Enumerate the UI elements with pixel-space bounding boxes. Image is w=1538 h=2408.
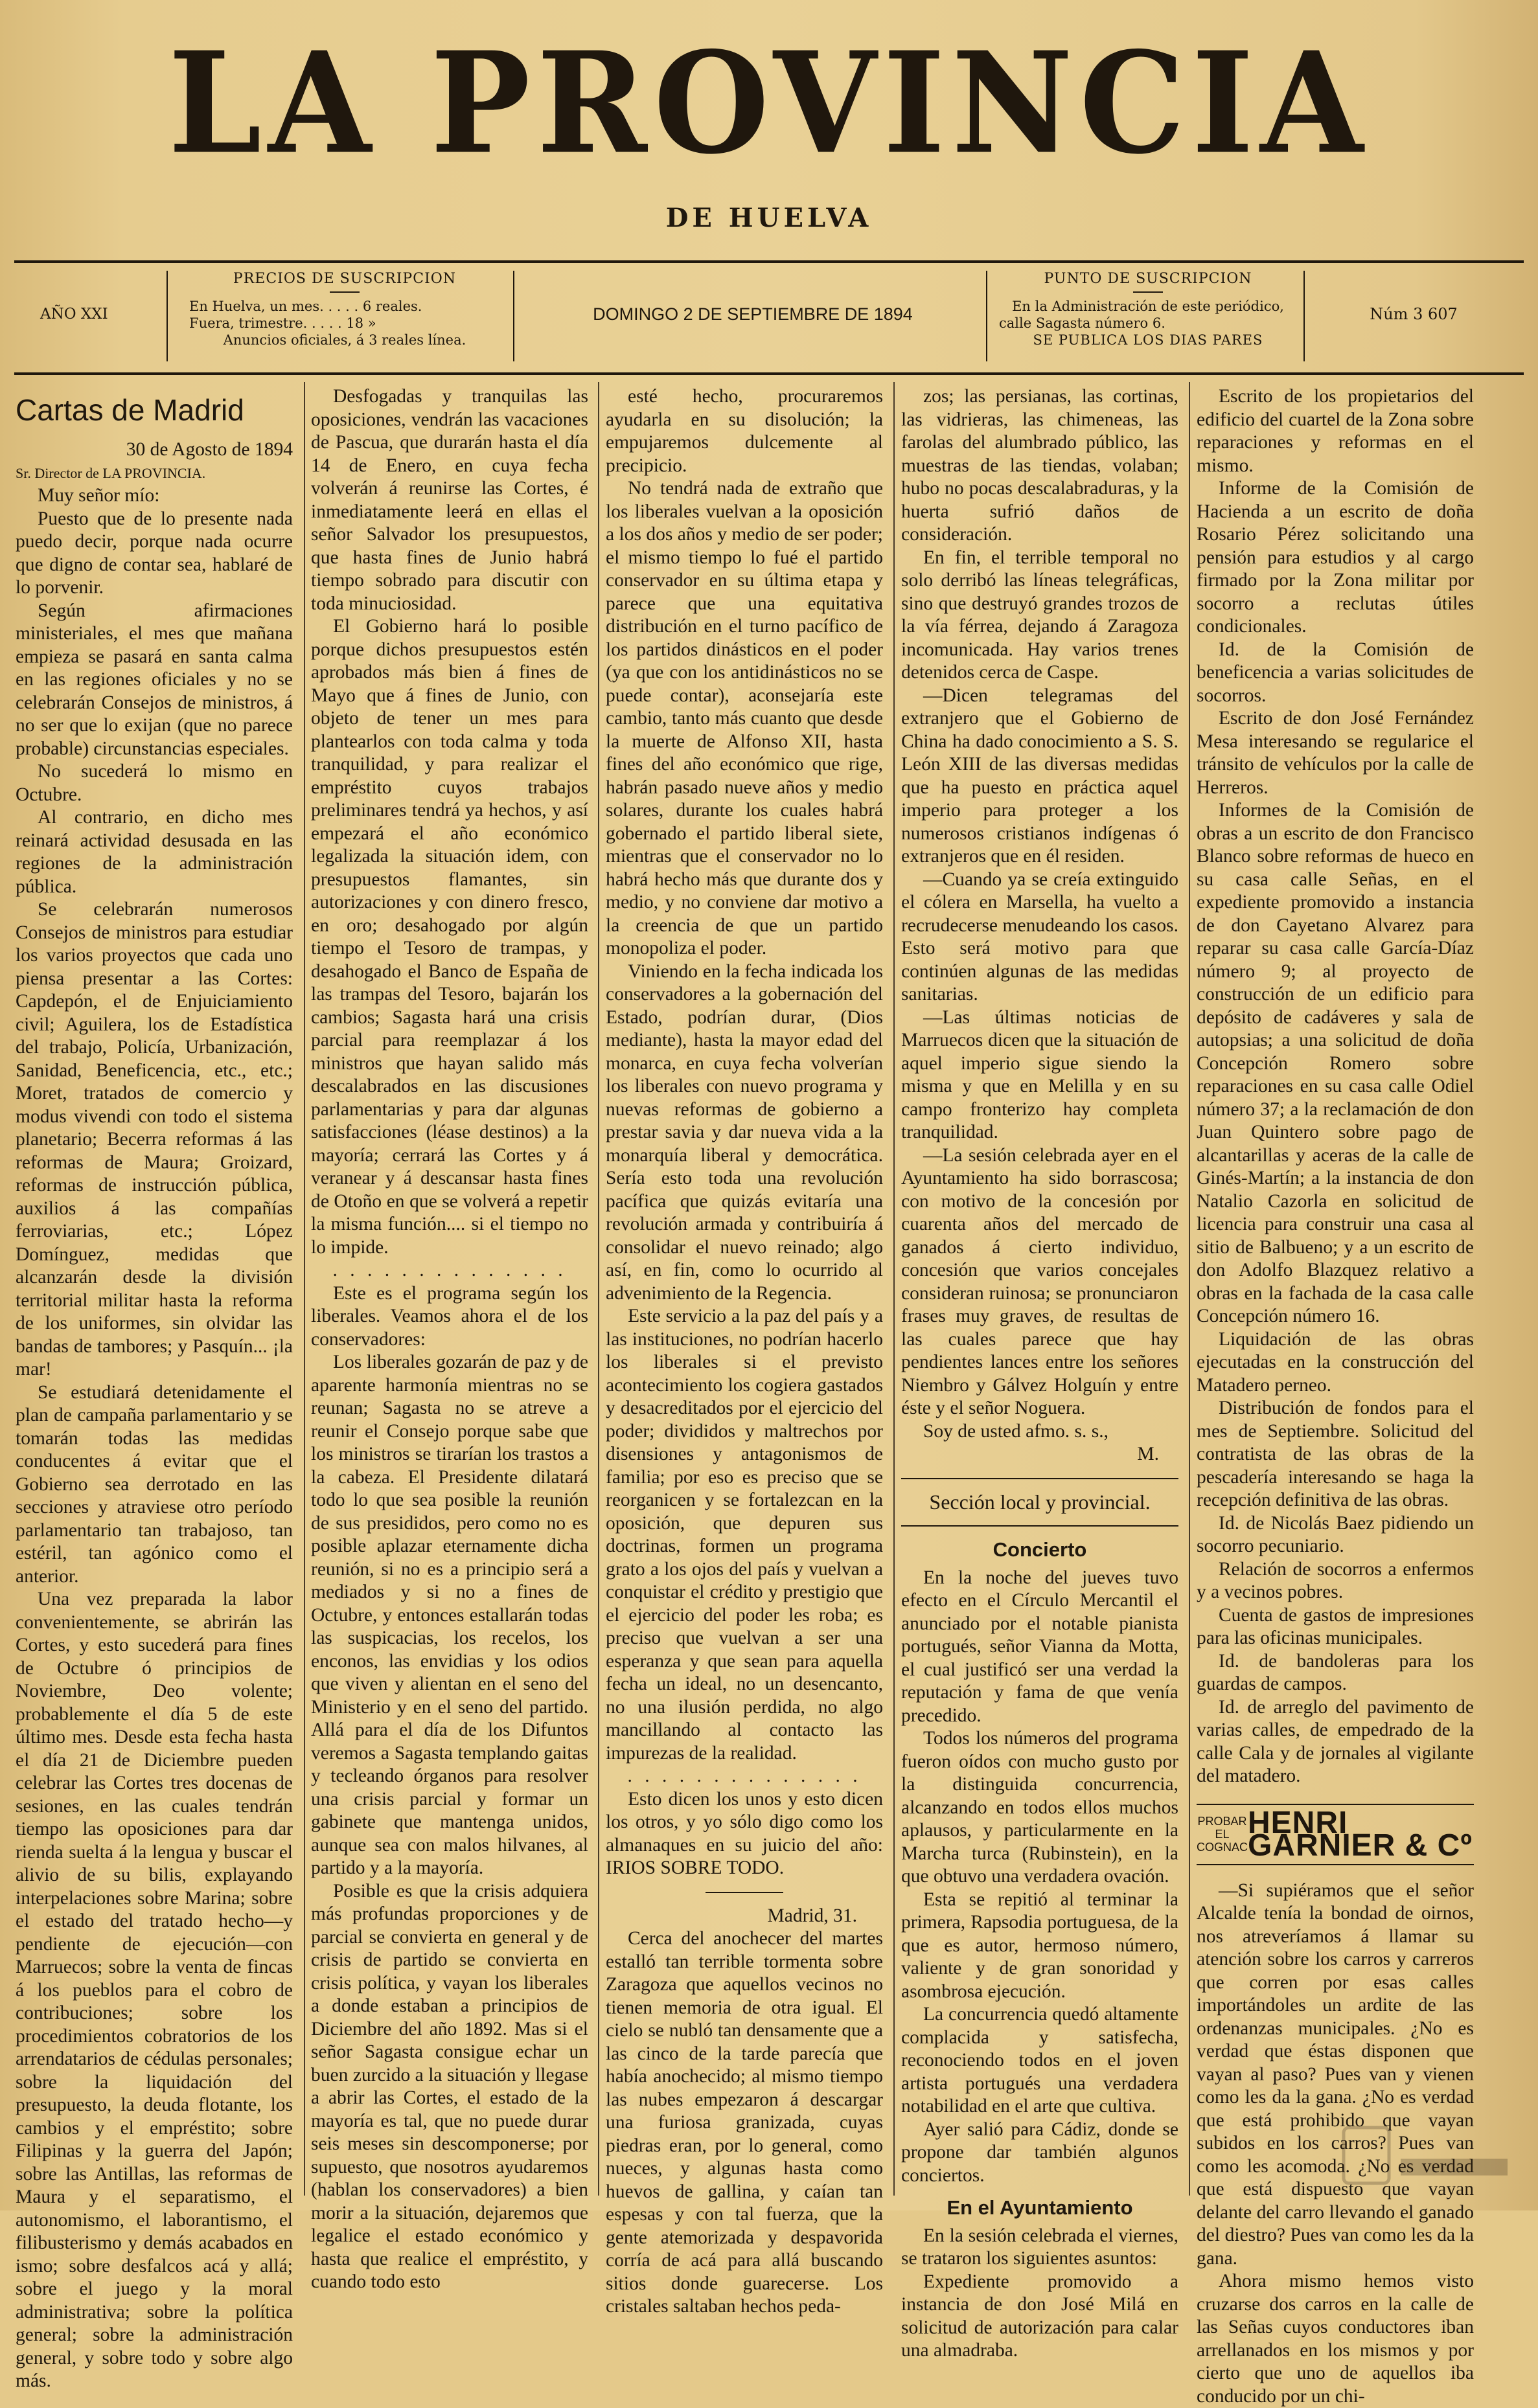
paragraph: Informes de la Comisión de obras a un escrito de don Francisco Blanco sobre reformas de hueco en su casa calle Señas, en el expediente promovido a instancia de don Cayetano Alvarez para reparar su casa calle García-Díaz número 9; al proyecto de construcción de un edificio para depósito de cadáveres y sala de autopsias; a una solicitud de doña Concepción Romero sobre reparaciones en su casa calle Odiel número 37; a la reclamación de don Juan Quintero sobre pago de alcantarillas y aceras de la calle de Ginés-Martín; a la instancia de don Natalio Cazorla en solicitud de licencia para construir una casa al sitio de Balbueno; y a un escrito de don Adolfo Blazquez relativo a obras en la fachada de la casa calle Concepción número 16.	[1197, 800, 1474, 1326]
prices-box	[189, 266, 500, 369]
paragraph: Informe de la Comisión de Hacienda a un escrito de doña Rosario Pérez solicitando una pensión para estudios y al cargo firmado por la Zona militar por socorro a reclutas útiles condicionales.	[1197, 478, 1474, 637]
top-rule	[14, 260, 1524, 263]
paragraph: Id. de arreglo del pavimento de varias calles, de empedrado de la calle Cala y de jornales al vigilante del matadero.	[1197, 1696, 1474, 1786]
article-dateline: 30 de Agosto de 1894	[126, 439, 293, 460]
paragraph: Liquidación de las obras ejecutadas en la construcción del Matadero perneo.	[1197, 1328, 1474, 1396]
paragraph: Cuenta de gastos de impresiones para las oficinas municipales.	[1197, 1604, 1474, 1648]
paragraph: Este es el programa según los liberales. Veamos ahora el de los conservadores:	[311, 1282, 588, 1350]
paragraph: Ayer salió para Cádiz, donde se propone dar también algunos conciertos.	[901, 2118, 1178, 2186]
subs-line-2: calle Sagasta número 6.	[999, 315, 1165, 331]
paragraph: —La sesión celebrada ayer en el Ayuntamiento ha sido borrascosa; con motivo de la concesión por cuarenta años del mercado de ganados á cierto individuo, concesión que varios concejales consideran ruinosa; se pronunciaron frases muy graves, de resultas de las cuales parece que hay pendientes lances entre los señores Niembro y Gálvez Holguín y entre éste y el señor Noguera.	[901, 1144, 1178, 1418]
paragraph: La concurrencia quedó altamente complacida y satisfecha, reconociendo todos en el joven artista portugués una verdadera notabilidad en el arte que cultiva.	[901, 2004, 1178, 2117]
paragraph: No sucederá lo mismo en Octubre.	[16, 761, 293, 805]
paragraph: Al contrario, en dicho mes reinará actividad desusada en las regiones de la administración pública.	[16, 807, 293, 897]
paragraph: Soy de usted afmo. s. s.,	[923, 1420, 1108, 1442]
prices-line-3: Anuncios oficiales, á 3 reales línea.	[223, 332, 466, 348]
prices-dash	[330, 291, 360, 293]
paragraph: zos; las persianas, las cortinas, las vidrieras, las chimeneas, las farolas del alumbrado público, las muestras de las tiendas, volaban; hubo no pocas descalabraduras, y la huerta sufrió daños de consideración.	[901, 386, 1178, 545]
paragraph: Escrito de don José Fernández Mesa interesando se regularice el tránsito de vehículos por la calle de Herreros.	[1197, 708, 1474, 798]
column-2	[311, 385, 588, 2292]
paragraph: Relación de socorros a enfermos y a vecinos pobres.	[1197, 1558, 1474, 1602]
issue-number: Núm 3 607	[1370, 305, 1458, 323]
band-divider	[513, 271, 514, 361]
paragraph: Todos los números del programa fueron oídos con mucho gusto por la distinguida concurrencia, alcanzando en todos ellos muchos aplausos, y particularmente en la Marcha turca (Rubinstein), en la que obtuvo una verdadera ovación.	[901, 1728, 1178, 1887]
paragraph: —Cuando ya se creía extinguido el cólera en Marsella, ha vuelto a recrudecerse menudeando los casos. Esto será motivo para que continúen algunas de las medidas sanitarias.	[901, 869, 1178, 1005]
article-salutation: Sr. Director de LA PROVINCIA.	[16, 464, 206, 481]
paragraph: Los liberales gozarán de paz y de aparente harmonía mientras no se reunan; Sagasta no se atreve a reunir el Consejo porque sabe que los ministros se tirarían los trastos a la cabeza. El Presidente dilatará todo lo que sea posible la reunión de sus presididos, pero como no es posible aplazar eternamente dicha reunión, si no es a principio será a mediados y si no a fines de Octubre, y entonces estallarán todas las suspicacias, los recelos, los enconos, las envidias y los odios que viven y alientan en el seno del Ministerio y en el seno del partido. Allá para el día de los Difuntos veremos a Sagasta templando gaitas y tecleando órganos para resolver una crisis parcial y formar un gabinete que mantenga unidos, aunque sea con malos hilvanes, al partido y a la mayoría.	[311, 1352, 588, 1878]
subscription-box	[999, 266, 1297, 369]
paragraph: esté hecho, procuraremos ayudarla en su disolución; la empujaremos dulcemente al precipicio.	[606, 386, 883, 476]
subheading-ayuntamiento: En el Ayuntamiento	[947, 2196, 1133, 2219]
paragraph: Ahora mismo hemos visto cruzarse dos carros en la calle de las Señas cuyos conductores iban arrellanados en los mismos y por cierto que uno de aquellos iba conducido por un chi-	[1197, 2271, 1474, 2407]
band-divider	[166, 271, 168, 361]
article-greeting: Muy señor mío:	[38, 485, 160, 506]
paragraph: Esta se repitió al terminar la primera, Rapsodia portuguesa, de la que es autor, hermoso número, valiente y de gran sonoridad y asombrosa ejecución.	[901, 1889, 1178, 2002]
article-heading: Cartas de Madrid	[16, 393, 244, 427]
paragraph: Una vez preparada la labor convenientemente, se abrirán las Cortes, y esto sucederá para fines de Octubre ó principios de Noviembre, Deo volente; probablemente el día 5 de este último mes. Desde esta fecha hasta el día 21 de Diciembre pueden celebrar las Cortes tres docenas de sesiones, en las cuales tendrán tiempo las oposiciones para dar rienda suelta á la lengua y buscar el alivio de su bilis, explayando interpelaciones sobre Marina; sobre el estado del tratado hecho—y pendiente de ejecución—con Marruecos; sobre la venta de fincas á los pueblos para el cobro de contribuciones; sobre los procedimientos cobratorios de los arrendatarios de cédulas personales; sobre la liquidación del presupuesto, la deuda flotante, los cambios y el empréstito; sobre Filipinas y la guerra del Japón; sobre las Antillas, las reformas de Maura y el separatismo, el autonomismo, el laborantismo, el filibusterismo y demás acabados en ismo; sobre desfalcos acá y allá; sobre el juego y la moral administrativa; sobre la política general; sobre la administración general, y sobre todo y sobre algo más.	[16, 1589, 293, 2391]
ad-small-text: PROBAR EL COGNAC	[1197, 1815, 1248, 1854]
section-rule	[901, 1478, 1178, 1479]
short-rule	[706, 1892, 783, 1893]
column-1	[16, 385, 293, 2391]
paragraph: —Las últimas noticias de Marruecos dicen que la situación de aquel imperio sigue siendo la misma y que en Melilla y en su campo fronterizo hay completa tranquilidad.	[901, 1006, 1178, 1142]
news-dateline: Madrid, 31.	[767, 1905, 857, 1926]
prices-line-1: En Huelva, un mes. . . . . 6 reales.	[189, 299, 422, 314]
year-label: AÑO XXI	[40, 306, 108, 323]
paragraph: El Gobierno hará lo posible porque dichos presupuestos estén aprobados más bien á fines de Mayo que á fines de Junio, con objeto de tener un mes para plantearlos con toda calma y toda tranquilidad, y para realizar el empréstito cuyos trabajos preliminares tendrá ya hechos, y así empezará el año económico legalizada la situación idem, con presupuestos flamantes, sin autorizaciones y con dinero fresco, en oro; desahogado por algún tiempo el Tesoro de trampas, y desahogado el Banco de España de las trampas del Tesoro, bajarán los cambios; Sagasta hará una crisis parcial para reemplazar á los ministros que hayan salido más descalabrados en las discusiones parlamentarias y para dar algunas satisfacciones (léase destinos) a la mayoría; cerrará las Cortes y á veranear y á descansar hasta fines de Otoño en que se volverá a repetir la misma función.... si el tiempo no lo impide.	[311, 616, 588, 1258]
subs-title: PUNTO DE SUSCRIPCION	[1044, 271, 1252, 287]
column-5	[1197, 385, 1474, 2407]
band-divider	[1303, 271, 1305, 361]
column-rule	[1189, 382, 1190, 2196]
band-divider	[986, 271, 987, 361]
paragraph: Puesto que de lo presente nada puedo decir, porque nada ocurre que digno de contar sea, hablaré de lo porvenir.	[16, 508, 293, 598]
paragraph: En la noche del jueves tuvo efecto en el Círculo Mercantil el anunciado por el notable pianista portugués, señor Vianna da Motta, el cual justificó ser una verdad la reputación y fama de que venía precedido.	[901, 1567, 1178, 1726]
column-rule	[598, 382, 599, 2196]
masthead-subtitle: DE HUELVA	[665, 203, 873, 233]
paragraph: Se estudiará detenidamente el plan de campaña parlamentario y se tomarán todas las medidas conducentes á evitar que el Gobierno sea derrotado en las secciones y atraviese otro período parlamentario tan trabajoso, tan estéril, tan agónico como el anterior.	[16, 1381, 293, 1587]
issue-date: DOMINGO 2 DE SEPTIEMBRE DE 1894	[593, 304, 913, 324]
ad-brand: HENRI GARNIER & Cº	[1248, 1805, 1473, 1863]
prices-title: PRECIOS DE SUSCRIPCION	[233, 271, 457, 287]
paragraph: En la sesión celebrada el viernes, se trataron los siguientes asuntos:	[901, 2225, 1178, 2269]
letter-signature: M.	[1137, 1444, 1159, 1464]
subs-line-1: En la Administración de este periódico,	[1012, 299, 1284, 314]
column-4	[901, 385, 1178, 2361]
column-rule	[893, 382, 895, 2196]
paragraph: Distribución de fondos para el mes de Septiembre. Solicitud del contratista de las obras de la pescadería interesando se haga la recepción definitiva de las obras.	[1197, 1398, 1474, 1510]
paragraph: Cerca del anochecer del martes estalló tan terrible tormenta sobre Zaragoza que aquellos vecinos no tienen memoria de otra igual. El cielo se nubló tan densamente que a las cinco de la tarde parecía que había anochecido; al mismo tiempo las nubes empezaron á descargar una furiosa granizada, cuyas piedras eran, por lo general, como nueces, y algunas hasta como huevos de gallina, y caían tan espesas y con tal fuerza, que la gente atemorizada y despavorida corría de acá para allá buscando sitios donde guarecerse. Los cristales saltaban hechos peda-	[606, 1928, 883, 2317]
paragraph: Esto dicen los unos y esto dicen los otros, y yo sólo digo como los almanaques en su juicio del año: IRIOS SOBRE TODO.	[606, 1788, 883, 1878]
paragraph: —Dicen telegramas del extranjero que el Gobierno de China ha dado conocimiento a S. S. León XIII de las diversas medidas que ha puesto en práctica aquel imperio para proteger a los numerosos cristianos indígenas ó extranjeros que en él residen.	[901, 685, 1178, 867]
paragraph: Escrito de los propietarios del edificio del cuartel de la Zona sobre reparaciones y reformas en el mismo.	[1197, 386, 1474, 476]
column-3	[606, 385, 883, 2317]
subs-dash	[1133, 291, 1163, 293]
prices-line-2: Fuera, trimestre. . . . . 18 »	[189, 315, 376, 331]
paragraph: En fin, el terrible temporal no solo derribó las líneas telegráficas, sino que destruyó grandes trozos de la vía férrea, dejando á Zaragoza incomunicada. Hay varios trenes detenidos cerca de Caspe.	[901, 547, 1178, 683]
paragraph: Se celebrarán numerosos Consejos de ministros para estudiar los varios proyectos que cada uno piensa presentar a las Cortes: Capdepón, el de Enjuiciamiento civil; Aguilera, los de Estadística del trabajo, Policía, Urbanización, Sanidad, Beneficencia, etc., etc.; Moret, tratados de comercio y modus vivendi con todo el sistema planetario; Becerra reformas á las reformas de Maura; Groizard, reformas de instrucción pública, auxilios á las compañías ferroviarias, etc.; López Domínguez, medidas que alcanzarán desde la división territorial militar hasta la reforma de los uniformes, sin olvidar las bandas de tambores; y Pasquín... ¡la mar!	[16, 899, 293, 1380]
paragraph: Posible es que la crisis adquiera más profundas proporciones y de parcial se convierta en general y de crisis de partido se convierta en crisis política, y vayan los liberales a donde estaban a principios de Diciembre del año 1892. Mas si el señor Sagasta consigue echar un buen zurcido a la situación y llegase a abrir las Cortes, el estado de la mayoría es tal, que no puede durar seis meses sin descomponerse; por supuesto, que nosotros ayudaremos (hablan los conservadores) a bien morir a la situación, dejaremos que legalice el estado económico y hasta que realice el empréstito, y cuando todo esto	[311, 1880, 588, 2292]
subheading-concierto: Concierto	[993, 1538, 1087, 1561]
dots-separator: . . . . . . . . . . . . . .	[332, 1260, 567, 1280]
paragraph: Id. de la Comisión de beneficencia a varias solicitudes de socorros.	[1197, 639, 1474, 706]
section-heading: Sección local y provincial.	[929, 1490, 1151, 1514]
dots-separator: . . . . . . . . . . . . . .	[627, 1766, 862, 1786]
paragraph: No tendrá nada de extraño que los liberales vuelvan a la oposición a los dos años y medio de ser poder; el mismo tiempo lo fué el partido conservador en su última etapa y parece que una equitativa distribución en el turno pacífico de los partidos dinásticos en el poder (ya que con los antidinásticos no se puede contar), aconsejaría este cambio, tanto más cuanto que desde la muerte de Alfonso XII, hasta fines del año económico que rige, habrán pasado nueve años y medio solares, durante los cuales habrá gobernado el partido liberal siete, mientras que el conservador no lo habrá hecho más que durante dos y medio, y no conviene dar motivo a la creencia de que un partido monopoliza el poder.	[606, 478, 883, 959]
paragraph: Desfogadas y tranquilas las oposiciones, vendrán las vacaciones de Pascua, que durarán hasta el día 14 de Enero, en cuya fecha volverán á reunirse las Cortes, é inmediatamente leerá en ellas el señor Salvador los presupuestos, que hasta fines de Junio habrá tiempo sobrado para discutir con toda minuciosidad.	[311, 386, 588, 614]
paragraph: Id. de bandoleras para los guardas de campos.	[1197, 1650, 1474, 1694]
paragraph: Según afirmaciones ministeriales, el mes que mañana empieza se pasará en santa calma en las regiones oficiales y no se celebrarán Consejos de ministros, á no ser que lo exijan (que no parece probable) circunstancias especiales.	[16, 600, 293, 759]
paragraph: Este servicio a la paz del país y a las instituciones, no podrían hacerlo los liberales si el previsto acontecimiento los cogiera gastados y desacreditados por el ejercicio del poder; divididos y maltrechos por disensiones y antagonismos de familia; por eso es preciso que se reorganicen y se fortalezcan en la oposición, que depuren sus doctrinas, formen un programa grato a los ojos del país y vuelvan a conquistar el crédito y prestigio que el ejercicio del poder les roba; es preciso que vuelvan a ser una esperanza y que sean para aquella fecha un ideal, no un desencanto, no una ilusión perdida, no algo mancillando al contacto las impurezas de la realidad.	[606, 1306, 883, 1764]
archive-stamp-icon	[1342, 2126, 1511, 2185]
column-rule	[304, 382, 305, 2196]
paragraph: Expediente promovido a instancia de don José Milá en solicitud de autorización para calar una almadraba.	[901, 2271, 1178, 2361]
paragraph: Id. de Nicolás Baez pidiendo un socorro pecuniario.	[1197, 1512, 1474, 1556]
section-rule	[901, 1525, 1178, 1527]
subs-line-3: SE PUBLICA LOS DIAS PARES	[1033, 332, 1263, 348]
paragraph: —Si supiéramos que el señor Alcalde tenía la bondad de oirnos, nos atreveríamos á llamar su atención sobre los carros y carreros que corren por esas calles importándoles un ardite de las ordenanzas municipales. ¿No es verdad que éstas disponen que vayan al paso? Pues van y vienen como les da la gana. ¿No es verdad que está prohibido que vayan subidos en los carros? Pues van como les acomoda. ¿No es verdad que está dispuesto que vayan delante del carro llevando el ganado del diestro? Pues van como les da la gana.	[1197, 1880, 1474, 2269]
masthead-title: LA PROVINCIA	[168, 22, 1370, 186]
cognac-advertisement	[1197, 1804, 1474, 1865]
info-band	[14, 266, 1524, 369]
paragraph: Viniendo en la fecha indicada los conservadores a la gobernación del Estado, podrían durar, (Dios mediante), hasta la mayor edad del monarca, en cuya fecha volverían los liberales con nuevo programa y nuevas reformas de gobierno a prestar savia y dar nueva vida a la monarquía liberal y democrática. Sería esto toda una revolución pacífica que quizás evitaría una revolución armada y contribuiría á consolidar el nuevo reinado; algo así, en fin, como lo ocurrido al advenimiento de la Regencia.	[606, 960, 883, 1304]
